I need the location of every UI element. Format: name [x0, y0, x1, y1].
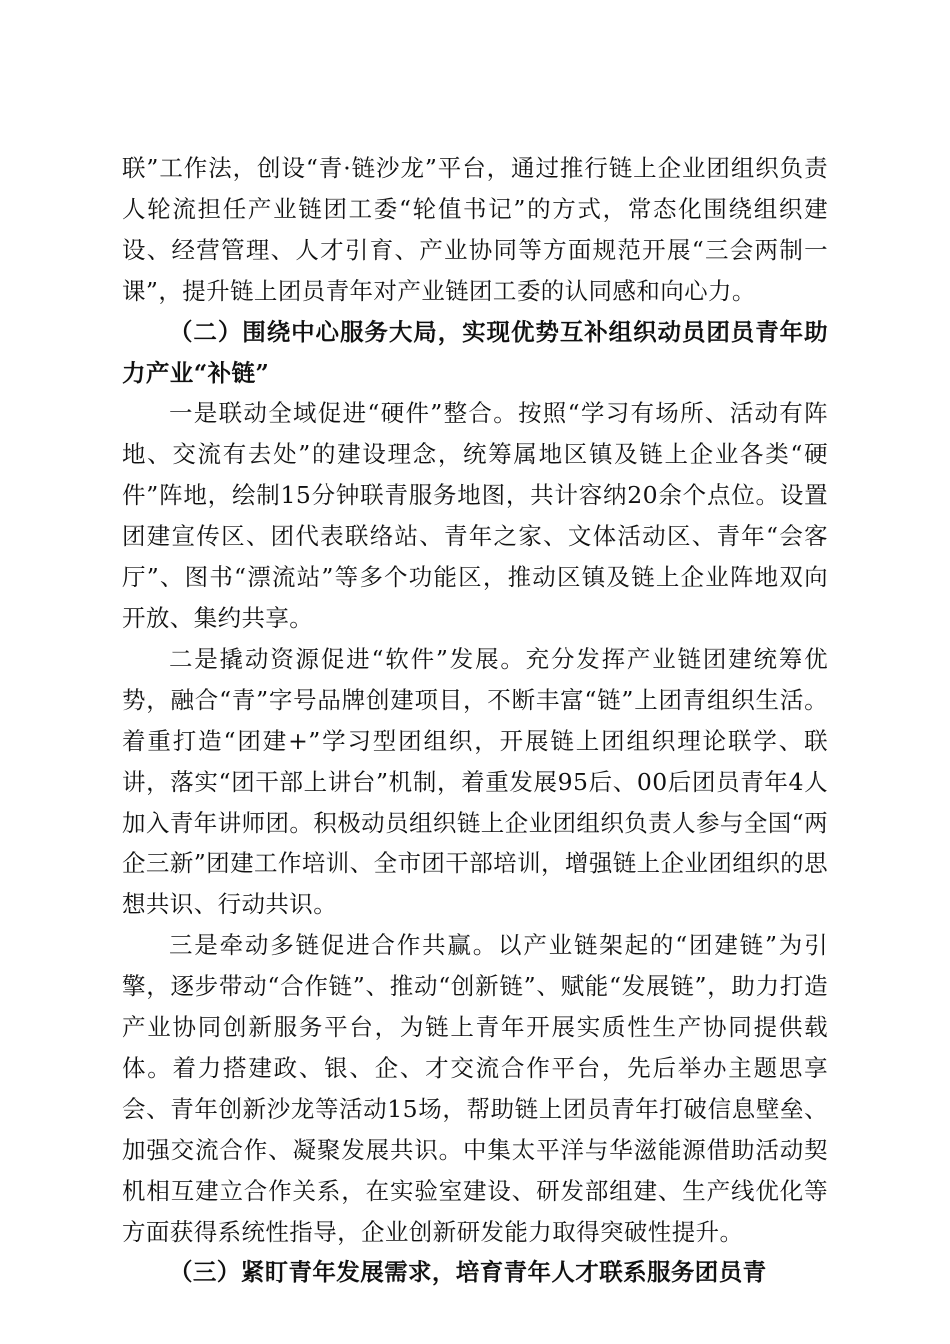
section-heading-2: （二）围绕中心服务大局，实现优势互补组织动员团员青年助力产业“补链” — [122, 317, 828, 387]
body-paragraph-hardware: 一是联动全域促进“硬件”整合。按照“学习有场所、活动有阵地、交流有去处”的建设理念，统筹属地区镇及链上企业各类“硬件”阵地，绘制15分钟联青服务地图，共计容纳20余个点位。设置团建宣传区、团代表联络站、青年之家、文体活动区、青年“会客厅”、图书“漂流站”等多个功能区，推动区镇及链上企业阵地双向开放、集约共享。 — [122, 399, 828, 632]
section-heading-3: （三）紧盯青年发展需求，培育青年人才联系服务团员青 — [169, 1258, 767, 1287]
document-page — [122, 148, 828, 1293]
continuation-paragraph: 联”工作法，创设“青·链沙龙”平台，通过推行链上企业团组织负责人轮流担任产业链团工委“轮值书记”的方式，常态化围绕组织建设、经营管理、人才引育、产业协同等方面规范开展“三会两制一课”，提升链上团员青年对产业链团工委的认同感和向心力。 — [122, 154, 828, 305]
body-paragraph-software: 二是撬动资源促进“软件”发展。充分发挥产业链团建统筹优势，融合“青”字号品牌创建项目，不断丰富“链”上团青组织生活。着重打造“团建+”学习型团组织，开展链上团组织理论联学、联讲，落实“团干部上讲台”机制，着重发展95后、00后团员青年4人加入青年讲师团。积极动员组织链上企业团组织负责人参与全国“两企三新”团建工作培训、全市团干部培训，增强链上企业团组织的思想共识、行动共识。 — [122, 644, 828, 919]
body-paragraph-cooperation: 三是牵动多链促进合作共赢。以产业链架起的“团建链”为引擎，逐步带动“合作链”、推动“创新链”、赋能“发展链”，助力打造产业协同创新服务平台，为链上青年开展实质性生产协同提供载体。着力搭建政、银、企、才交流合作平台，先后举办主题思享会、青年创新沙龙等活动15场，帮助链上团员青年打破信息壁垒、加强交流合作、凝聚发展共识。中集太平洋与华滋能源借助活动契机相互建立合作关系，在实验室建设、研发部组建、生产线优化等方面获得系统性指导，企业创新研发能力取得突破性提升。 — [122, 931, 828, 1246]
